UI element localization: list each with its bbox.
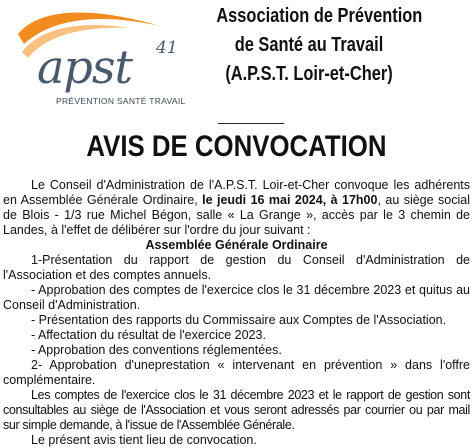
agenda-item: - Présentation des rapports du Commissaire aux Comptes de l'Association. [31, 313, 447, 327]
header-line-3: (A.P.S.T. Loir-et-Cher) [225, 63, 393, 85]
agenda-item: 1-Présentation du rapport de gestion du Conseil d'Administration de l'Association et des comptes annuels. [3, 253, 470, 282]
intro-text-2: , au siège social de Blois - 1/3 rue Michel Bégon, salle « La Grange », accès par le 3 chemin de Landes, à l'effet de délibérer sur l'ordre du jour suivant : [3, 193, 470, 237]
intro-text-1: Le Conseil d'Administration de l'A.P.S.T. Loir-et-Cher convoque les adhérents en Assemblée Générale Ordinaire, [3, 178, 470, 207]
organization-header [216, 2, 423, 89]
intro-paragraph [3, 178, 470, 238]
agenda-item: 2- Approbation d'uneprestation « intervenant en prévention » dans l'offre complémentaire. [3, 358, 470, 387]
apst-logo [10, 4, 186, 110]
accounts-note: Les comptes de l'exercice clos le 31 décembre 2023 et le rapport de gestion sont consultables au siège de l'Association et vous seront adressés par courrier ou par mail sur simple demande, à l'issue de l'Assemblée Générale. [3, 388, 470, 432]
logo-number: 41 [156, 38, 178, 58]
header-line-2: de Santé au Travail [234, 34, 384, 56]
agenda-item: - Affectation du résultat de l'exercice 2023. [31, 328, 266, 342]
meeting-date: le jeudi 16 mai 2024, à 17h00 [202, 193, 378, 207]
agenda-item: - Approbation des conventions réglementées. [31, 343, 282, 357]
page-title [0, 130, 473, 164]
header-line-1: Association de Prévention [216, 5, 423, 27]
logo-tagline: PRÉVENTION SANTÉ TRAVAIL [56, 96, 186, 106]
agenda-item: - Approbation des comptes de l'exercice clos le 31 décembre 2023 et quitus au Conseil d'Administration. [3, 283, 470, 312]
closing-statement: Le présent avis tient lieu de convocation. [31, 433, 257, 447]
logo-wordmark: apst [37, 40, 132, 94]
agenda-title: Assemblée Générale Ordinaire [145, 238, 328, 252]
notice-body [3, 178, 470, 448]
title-text: AVIS DE CONVOCATION [86, 130, 387, 163]
divider [218, 123, 284, 124]
